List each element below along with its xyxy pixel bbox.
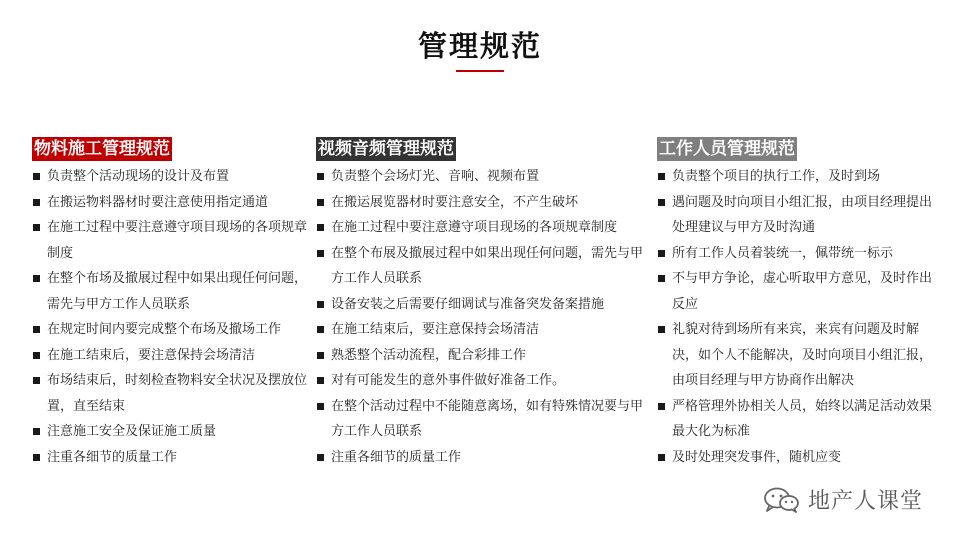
rule-item — [657, 394, 937, 445]
rule-item — [32, 445, 308, 471]
rule-item-text: 熟悉整个活动流程，配合彩排工作 — [331, 347, 527, 363]
square-bullet-icon — [317, 403, 324, 410]
rule-item — [32, 215, 308, 266]
rule-item-text: 在规定时间内要完成整个布场及撤场工作 — [47, 322, 282, 337]
rule-item — [32, 266, 308, 317]
rule-item-text: 注意施工安全及保证施工质量 — [47, 424, 217, 439]
square-bullet-icon — [317, 224, 324, 231]
column-header: 视频音频管理规范 — [318, 139, 454, 159]
rule-item — [316, 215, 646, 241]
rule-item-text: 及时处理突发事件，随机应变 — [672, 449, 842, 465]
watermark-text: 地产人课堂 — [808, 489, 924, 514]
rule-item-text: 负责整个活动现场的设计及布置 — [47, 169, 230, 184]
rule-item-text: 不与甲方争论，虚心听取甲方意见，及时作出反应 — [672, 271, 933, 312]
rule-item-text: 遇问题及时向项目小组汇报，由项目经理提出处理建议与甲方及时沟通 — [672, 194, 933, 235]
square-bullet-icon — [658, 403, 665, 410]
square-bullet-icon — [317, 326, 324, 333]
rule-item-text: 在搬运展览器材时要注意安全，不产生破坏 — [331, 194, 579, 210]
rule-item — [316, 394, 646, 445]
rule-item-text: 所有工作人员着装统一，佩带统一标示 — [672, 245, 894, 261]
square-bullet-icon — [317, 352, 324, 359]
rule-item-text: 注重各细节的质量工作 — [331, 449, 462, 465]
rule-item — [316, 317, 646, 343]
rule-item-text: 负责整个项目的执行工作，及时到场 — [672, 169, 881, 184]
square-bullet-icon — [658, 454, 665, 461]
rule-item-text: 在施工过程中要注意遵守项目现场的各项规章制度 — [331, 220, 618, 235]
rule-item — [316, 292, 646, 318]
rule-item — [657, 190, 937, 241]
rule-item — [657, 266, 937, 317]
rule-item-text: 礼貌对待到场所有来宾，来宾有问题及时解决，如个人不能解决，及时向项目小组汇报，由项目经理与甲方协商作出解决 — [672, 322, 933, 388]
rule-item-text: 在整个布场及撤展过程中如果出现任何问题，需先与甲方工作人员联系 — [47, 271, 308, 312]
rule-item — [32, 419, 308, 445]
square-bullet-icon — [317, 199, 324, 206]
column-video-audio — [316, 137, 646, 470]
rule-item — [316, 241, 646, 292]
square-bullet-icon — [33, 428, 40, 435]
square-bullet-icon — [317, 173, 324, 180]
column-material-construction — [32, 137, 308, 470]
square-bullet-icon — [317, 250, 324, 257]
square-bullet-icon — [658, 326, 665, 333]
rule-item-text: 在施工结束后，要注意保持会场清洁 — [47, 347, 256, 363]
column-staff — [657, 137, 937, 470]
rule-item — [32, 164, 308, 190]
square-bullet-icon — [658, 199, 665, 206]
square-bullet-icon — [658, 173, 665, 180]
rule-item-text: 在整个布展及撤展过程中如果出现任何问题，需先与甲方工作人员联系 — [331, 245, 644, 286]
square-bullet-icon — [33, 377, 40, 384]
rule-item — [316, 445, 646, 471]
rule-item — [316, 164, 646, 190]
square-bullet-icon — [658, 250, 665, 257]
watermark — [762, 484, 923, 515]
wechat-icon — [762, 486, 802, 514]
column-header: 物料施工管理规范 — [34, 139, 170, 159]
rule-item-text: 对有可能发生的意外事件做好准备工作。 — [331, 373, 566, 388]
square-bullet-icon — [317, 377, 324, 384]
title-underline — [456, 70, 504, 72]
rule-item-text: 严格管理外协相关人员，始终以满足活动效果最大化为标准 — [672, 398, 933, 439]
column-header: 工作人员管理规范 — [659, 139, 795, 159]
rule-item — [316, 190, 646, 216]
rule-item — [32, 317, 308, 343]
square-bullet-icon — [33, 454, 40, 461]
rule-item — [316, 343, 646, 369]
page-title: 管理规范 — [417, 29, 542, 63]
rule-item — [657, 445, 937, 471]
rule-item-text: 在施工结束后，要注意保持会场清洁 — [331, 322, 540, 337]
rule-item — [657, 164, 937, 190]
square-bullet-icon — [33, 224, 40, 231]
rule-list — [32, 164, 308, 470]
square-bullet-icon — [33, 326, 40, 333]
rule-item-text: 在整个活动过程中不能随意离场，如有特殊情况要与甲方工作人员联系 — [331, 398, 644, 439]
rule-item — [32, 368, 308, 419]
rule-list — [316, 164, 646, 470]
rule-item-text: 在搬运物料器材时要注意使用指定通道 — [47, 194, 269, 210]
square-bullet-icon — [317, 301, 324, 308]
rule-item — [316, 368, 646, 394]
rule-list — [657, 164, 937, 470]
rule-item-text: 负责整个会场灯光、音响、视频布置 — [331, 169, 540, 184]
rule-item — [32, 190, 308, 216]
rule-item-text: 注重各细节的质量工作 — [47, 449, 178, 465]
rule-item-text: 布场结束后，时刻检查物料安全状况及摆放位置，直至结束 — [47, 373, 308, 414]
rule-item — [32, 343, 308, 369]
rule-item-text: 在施工过程中要注意遵守项目现场的各项规章制度 — [47, 220, 308, 261]
square-bullet-icon — [33, 173, 40, 180]
rule-item-text: 设备安装之后需要仔细调试与准备突发备案措施 — [331, 296, 605, 312]
rule-item — [657, 317, 937, 394]
square-bullet-icon — [33, 199, 40, 206]
square-bullet-icon — [317, 454, 324, 461]
square-bullet-icon — [33, 352, 40, 359]
square-bullet-icon — [33, 275, 40, 282]
rule-item — [657, 241, 937, 267]
square-bullet-icon — [658, 275, 665, 282]
